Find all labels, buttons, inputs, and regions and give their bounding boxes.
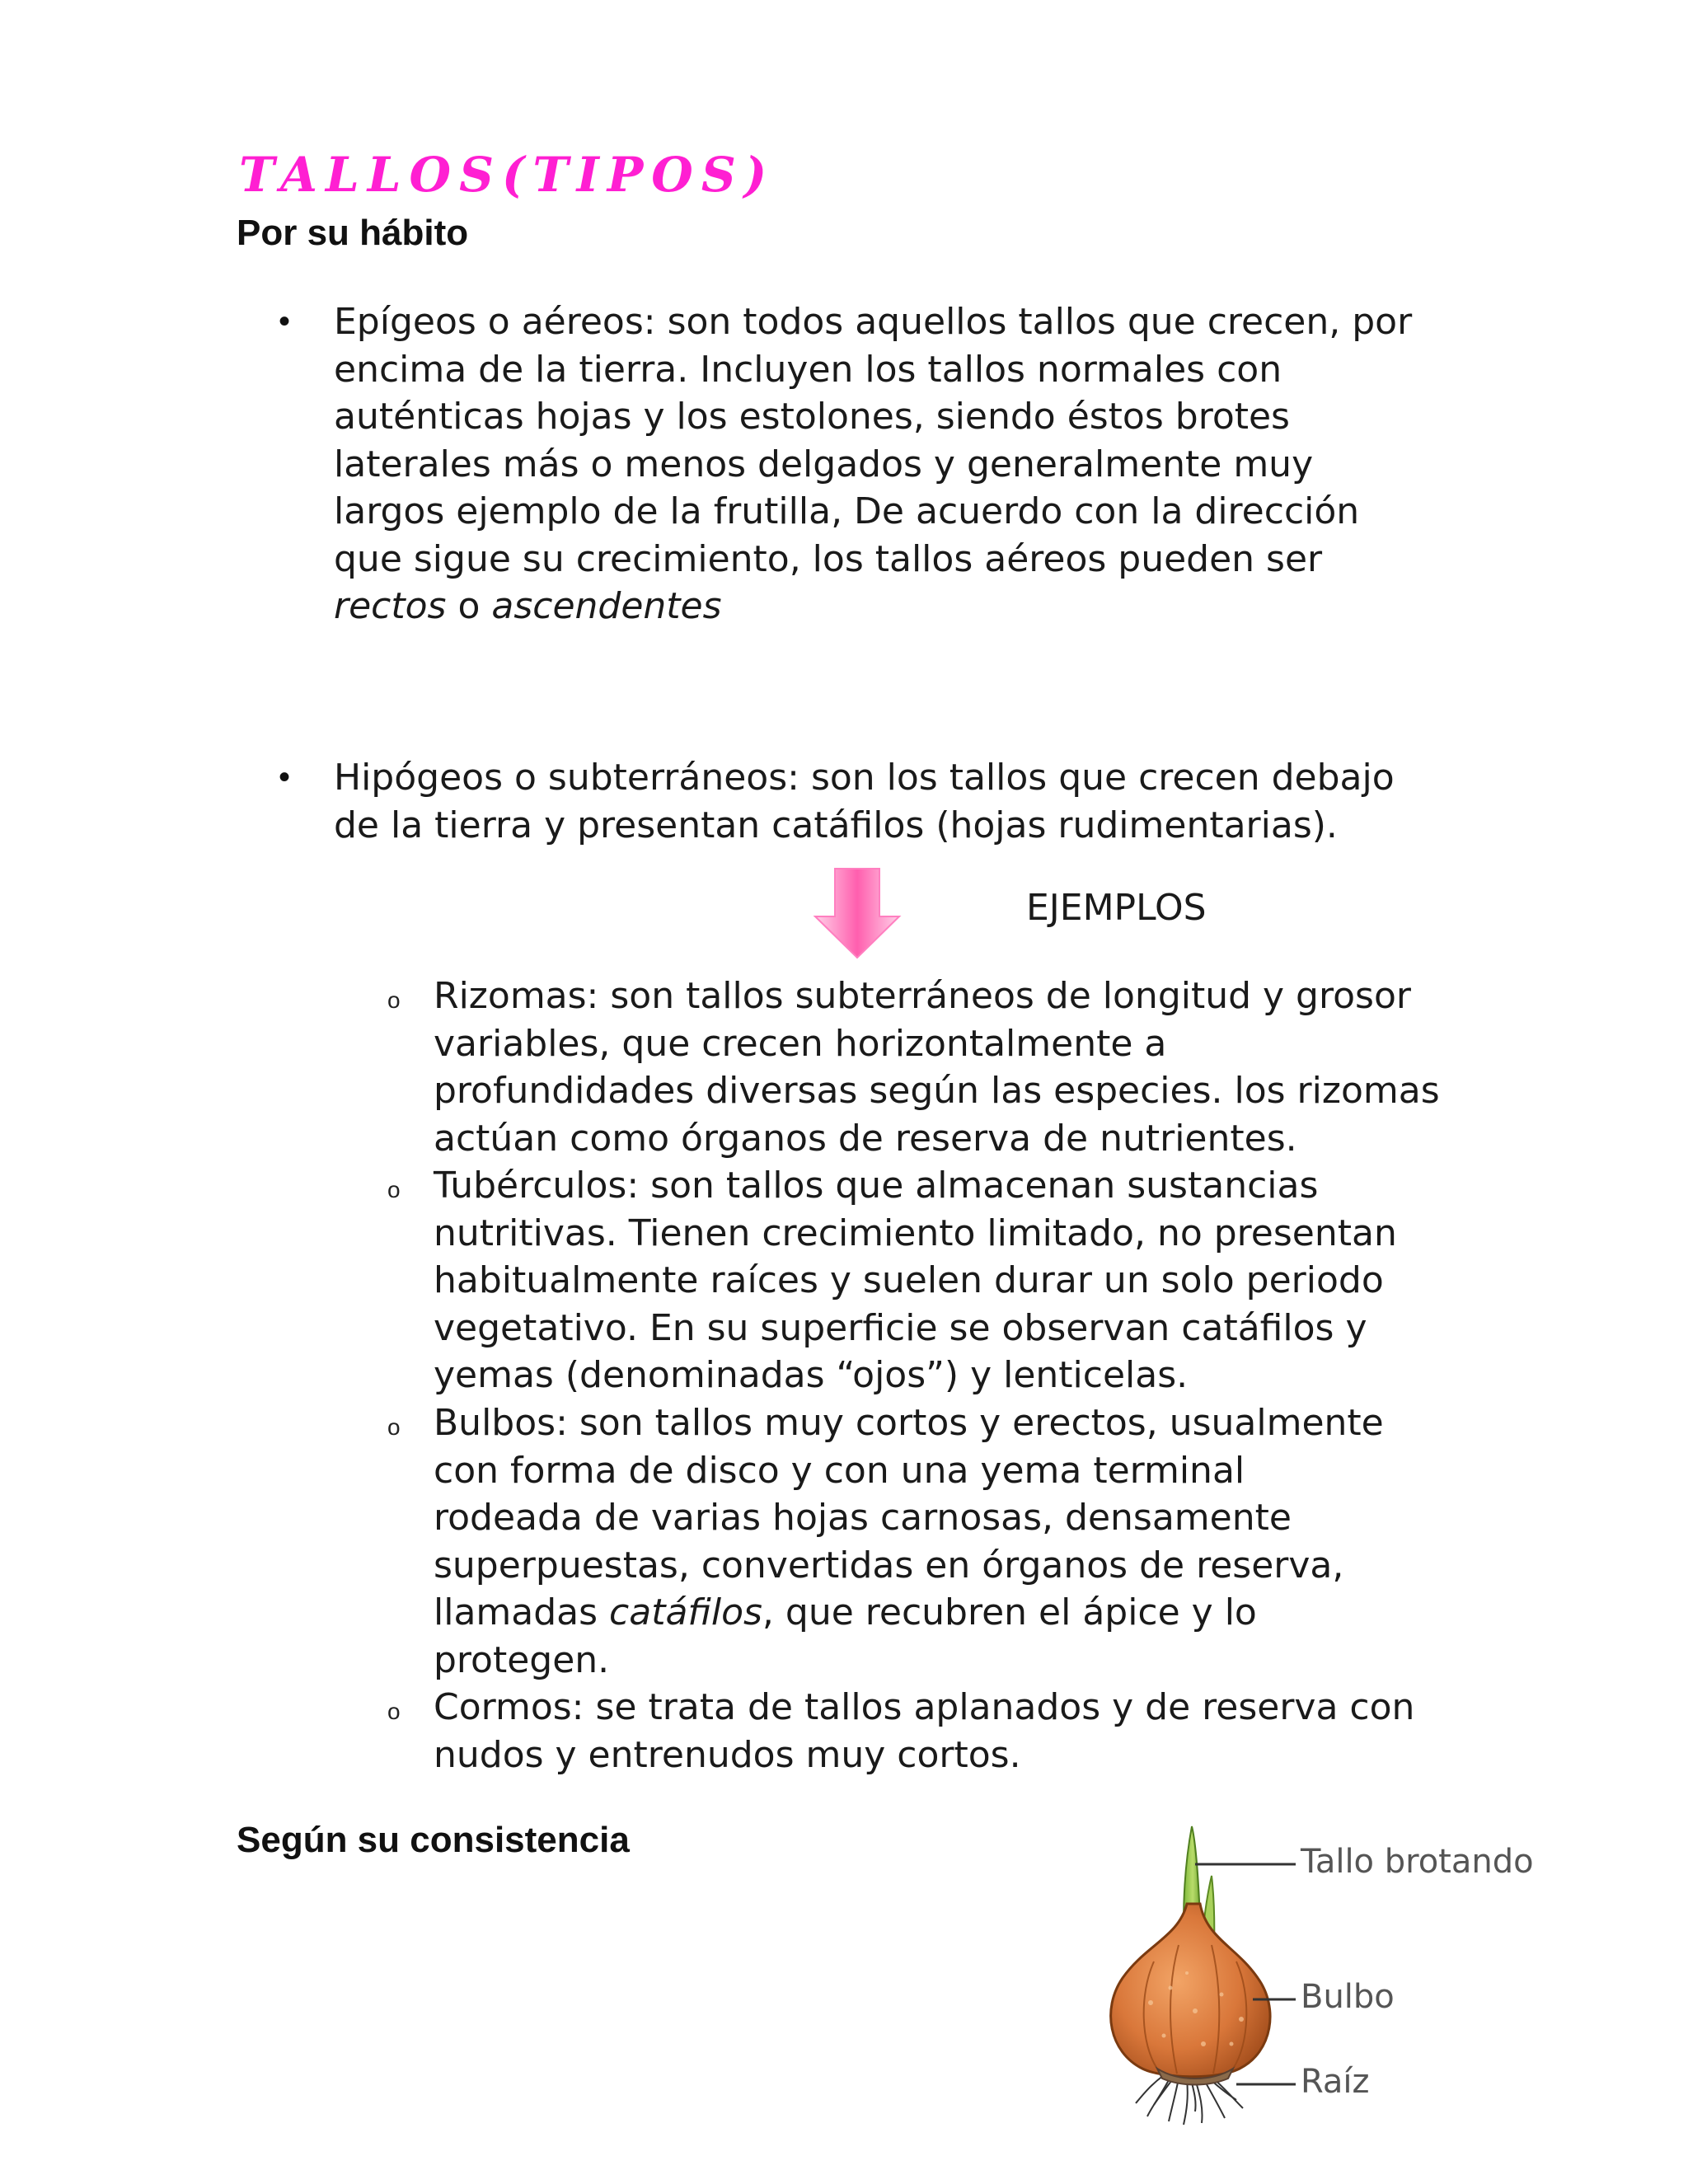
text-line: rodeada de varias hojas carnosas, densamente	[434, 1497, 1292, 1539]
section-heading-consistency: Según su consistencia	[237, 1820, 630, 1860]
bullet-icon: •	[279, 759, 291, 795]
text-line	[434, 1589, 1384, 1637]
down-arrow-icon	[812, 867, 903, 959]
text-line: largos ejemplo de la frutilla, De acuerdo con la dirección	[334, 490, 1360, 532]
text-line: Cormos: se trata de tallos aplanados y de reserva con	[434, 1686, 1415, 1728]
text-line: nudos y entrenudos muy cortos.	[434, 1733, 1021, 1776]
text-line: protegen.	[434, 1638, 610, 1681]
italic-term: ascendentes	[491, 585, 722, 627]
sub-bullet-icon: o	[387, 1177, 401, 1202]
text-line: laterales más o menos delgados y generalmente muy	[334, 443, 1314, 485]
text-line: que sigue su crecimiento, los tallos aéreos pueden ser	[334, 537, 1323, 580]
text-line: Hipógeos o subterráneos: son los tallos que crecen debajo	[334, 757, 1395, 799]
text-line: habitualmente raíces y suelen durar un solo periodo	[434, 1259, 1384, 1301]
sub-bullet-icon: o	[387, 1699, 401, 1724]
text-fragment: , que recubren el ápice y lo	[762, 1591, 1257, 1633]
text-fragment: o	[446, 585, 492, 627]
section-heading-habit: Por su hábito	[237, 213, 469, 253]
text-line: con forma de disco y con una yema terminal	[434, 1449, 1245, 1492]
text-line: yemas (denominadas “ojos”) y lenticelas.	[434, 1354, 1189, 1396]
text-line: actúan como órganos de reserva de nutrientes.	[434, 1117, 1297, 1160]
text-line: Bulbos: son tallos muy cortos y erectos, usualmente	[434, 1402, 1384, 1444]
text-fragment: llamadas	[434, 1591, 610, 1633]
label-stem: Tallo brotando	[1301, 1843, 1534, 1881]
text-line: vegetativo. En su superficie se observan catáfilos y	[434, 1306, 1367, 1349]
text-line: nutritivas. Tienen crecimiento limitado, no presentan	[434, 1212, 1397, 1254]
paragraph-cormos	[434, 1684, 1414, 1779]
text-line: de la tierra y presentan catáfilos (hojas rudimentarias).	[334, 804, 1338, 846]
page-title: TALLOS(TIPOS)	[239, 147, 776, 203]
text-line: superpuestas, convertidas en órganos de reserva,	[434, 1544, 1344, 1586]
italic-term: catáfilos	[609, 1591, 762, 1633]
label-root: Raíz	[1301, 2063, 1370, 2101]
text-line: auténticas hojas y los estolones, siendo éstos brotes	[334, 396, 1290, 438]
examples-label: EJEMPLOS	[1026, 887, 1207, 929]
text-line: encima de la tierra. Incluyen los tallos normales con	[334, 348, 1282, 391]
text-line: profundidades diversas según las especies. los rizomas	[434, 1070, 1440, 1112]
italic-term: rectos	[334, 585, 447, 627]
callout-lines	[1187, 1846, 1302, 2093]
text-line: Epígeos o aéreos: son todos aquellos tallos que crecen, por	[334, 301, 1413, 343]
text-line: Rizomas: son tallos subterráneos de longitud y grosor	[434, 975, 1411, 1017]
paragraph-rizomas	[434, 972, 1440, 1162]
paragraph-bulbos	[434, 1399, 1384, 1684]
sub-bullet-icon: o	[387, 987, 401, 1013]
bullet-icon: •	[279, 303, 291, 340]
text-line: Tubérculos: son tallos que almacenan sustancias	[434, 1165, 1319, 1207]
text-line: variables, que crecen horizontalmente a	[434, 1022, 1167, 1065]
paragraph-hipogeos	[334, 754, 1395, 849]
paragraph-epigeos	[334, 298, 1412, 630]
sub-bullet-icon: o	[387, 1414, 401, 1440]
text-line	[334, 583, 1412, 630]
paragraph-tuberculos	[434, 1162, 1397, 1399]
label-bulb: Bulbo	[1301, 1978, 1395, 2016]
